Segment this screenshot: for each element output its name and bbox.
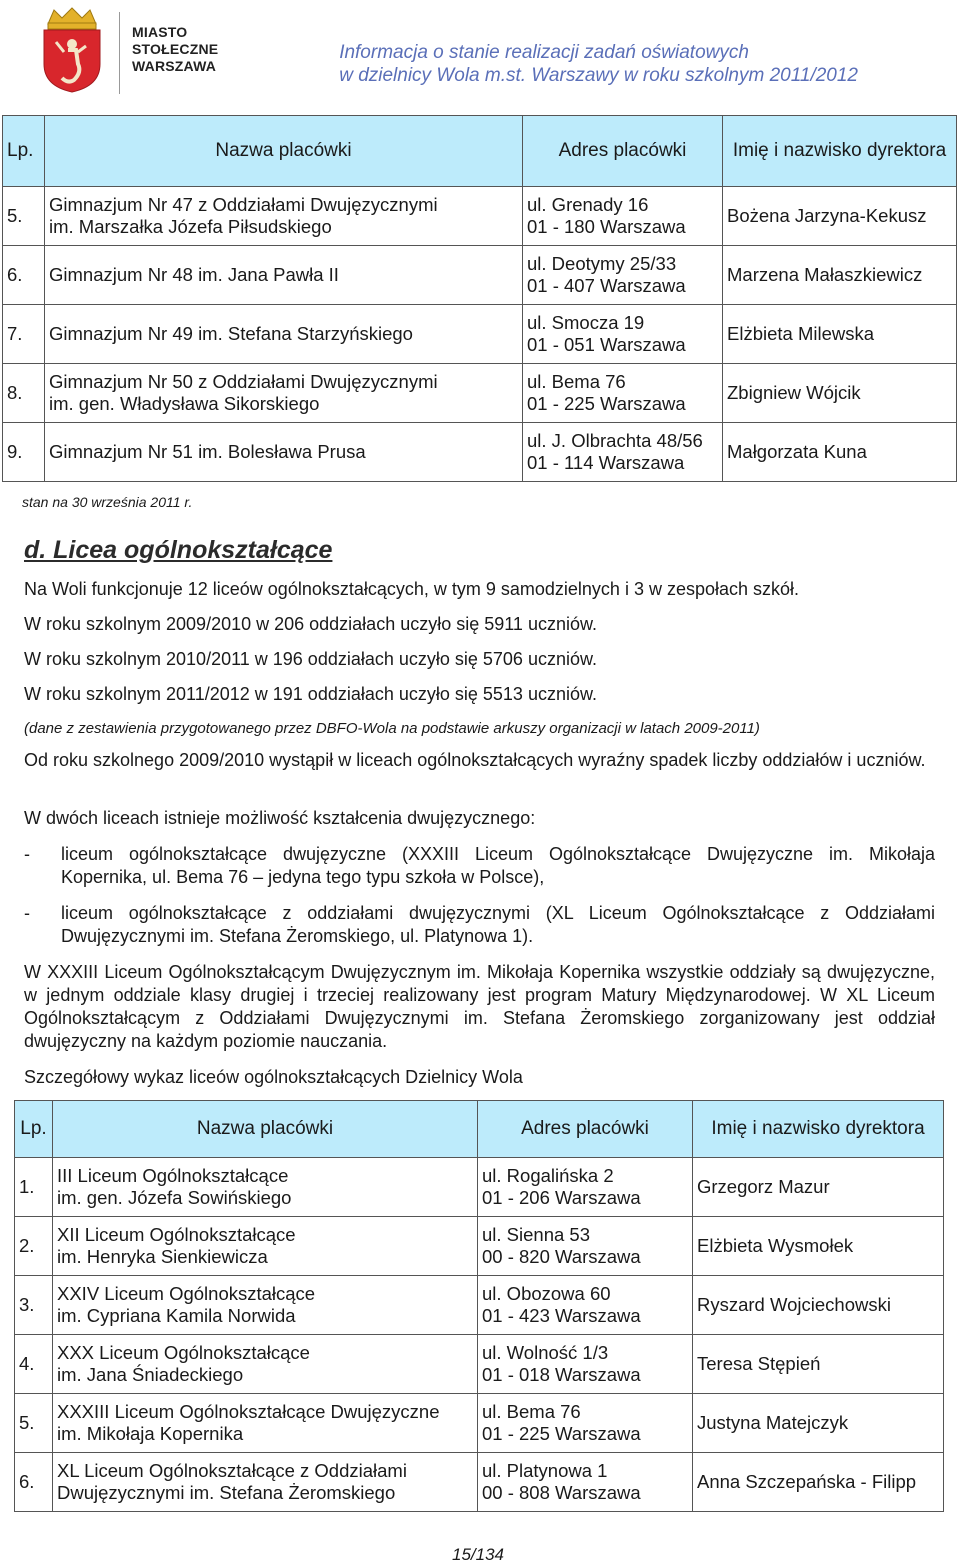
table-row xyxy=(15,1276,944,1335)
cell-address-line: 01 - 180 Warszawa xyxy=(527,216,686,237)
cell-director-line: Anna Szczepańska - Filipp xyxy=(697,1471,917,1492)
cell-address xyxy=(523,305,723,364)
cell-address xyxy=(523,187,723,246)
cell-director xyxy=(693,1453,944,1512)
cell-director-line: Elżbieta Wysmołek xyxy=(697,1235,854,1256)
cell-address-line: ul. Deotymy 25/33 xyxy=(527,253,677,274)
cell-name xyxy=(53,1335,478,1394)
cell-address-line: ul. Rogalińska 2 xyxy=(482,1165,614,1186)
cell-address xyxy=(478,1394,693,1453)
header-address: Adres placówki xyxy=(478,1101,693,1158)
cell-director xyxy=(693,1158,944,1217)
cell-address-line: ul. Platynowa 1 xyxy=(482,1460,608,1481)
cell-director xyxy=(693,1276,944,1335)
paragraph: W XXXIII Liceum Ogólnokształcącym Dwujęzycznym im. Mikołaja Kopernika wszystkie oddziały są dwujęzyczne, w jednym oddziale klasy drugiej i trzeciej realizowany jest program Matury Międzynarodowej. W XL Liceum Ogólnokształcącym z Oddziałami Dwujęzycznymi im. Stefana Żeromskiego zorganizowany jest oddział dwujęzyczny na każdym poziomie nauczania. xyxy=(24,962,935,1051)
table-row xyxy=(3,364,957,423)
cell-name-line: XXXIII Liceum Ogólnokształcące Dwujęzyczne xyxy=(57,1401,440,1422)
cell-name xyxy=(53,1453,478,1512)
cell-lp-line: 7. xyxy=(7,323,23,344)
brand-line: MIASTO xyxy=(132,24,188,40)
cell-name xyxy=(53,1276,478,1335)
cell-name xyxy=(45,305,523,364)
cell-address-line: 01 - 423 Warszawa xyxy=(482,1305,641,1326)
cell-lp xyxy=(3,187,45,246)
cell-director xyxy=(723,305,957,364)
cell-director xyxy=(723,364,957,423)
brand-line: STOŁECZNE xyxy=(132,41,219,57)
warsaw-coat-of-arms-logo xyxy=(38,6,106,94)
cell-name-line: Gimnazjum Nr 50 z Oddziałami Dwujęzycznymi xyxy=(49,371,438,392)
cell-name-line: XL Liceum Ogólnokształcące z Oddziałami xyxy=(57,1460,407,1481)
cell-address-line: ul. J. Olbrachta 48/56 xyxy=(527,430,703,451)
bullet-text: liceum ogólnokształcące z oddziałami dwujęzycznymi (XL Liceum Ogólnokształcące z Oddziałami Dwujęzycznymi im. Stefana Żeromskiego, ul. Platynowa 1). xyxy=(61,903,935,946)
header-lp: Lp. xyxy=(3,116,45,187)
cell-address-line: 01 - 407 Warszawa xyxy=(527,275,686,296)
cell-name xyxy=(53,1217,478,1276)
cell-name-line: Gimnazjum Nr 47 z Oddziałami Dwujęzycznymi xyxy=(49,194,438,215)
dash-marker: - xyxy=(24,844,30,864)
cell-name-line: im. Jana Śniadeckiego xyxy=(57,1364,244,1385)
table-row xyxy=(15,1335,944,1394)
cell-lp-line: 5. xyxy=(7,205,23,226)
cell-address-line: ul. Sienna 53 xyxy=(482,1224,591,1245)
cell-lp-line: 4. xyxy=(19,1353,35,1374)
cell-lp-line: 6. xyxy=(7,264,23,285)
brand-name xyxy=(132,24,218,75)
brand-separator xyxy=(119,12,120,94)
cell-address-line: 01 - 225 Warszawa xyxy=(527,393,686,414)
table-header-row xyxy=(15,1101,944,1158)
document-title-line: Informacja o stanie realizacji zadań oświatowych xyxy=(339,42,749,63)
cell-lp xyxy=(15,1453,53,1512)
table-row xyxy=(15,1217,944,1276)
cell-director xyxy=(723,187,957,246)
dash-marker: - xyxy=(24,903,30,923)
cell-name-line: im. Cypriana Kamila Norwida xyxy=(57,1305,296,1326)
cell-lp xyxy=(3,246,45,305)
cell-director-line: Bożena Jarzyna-Kekusz xyxy=(727,205,927,226)
cell-address-line: ul. Grenady 16 xyxy=(527,194,649,215)
cell-name-line: XXIV Liceum Ogólnokształcące xyxy=(57,1283,316,1304)
document-title xyxy=(339,41,858,87)
cell-address-line: ul. Bema 76 xyxy=(527,371,626,392)
bullet-item xyxy=(24,843,935,889)
table-row xyxy=(3,305,957,364)
cell-lp-line: 3. xyxy=(19,1294,35,1315)
cell-address-line: 01 - 225 Warszawa xyxy=(482,1423,641,1444)
header-address: Adres placówki xyxy=(523,116,723,187)
cell-address-line: 01 - 206 Warszawa xyxy=(482,1187,641,1208)
header-director: Imię i nazwisko dyrektora xyxy=(693,1101,944,1158)
table-row xyxy=(3,187,957,246)
cell-name-line: im. gen. Władysława Sikorskiego xyxy=(49,393,320,414)
cell-address xyxy=(478,1217,693,1276)
cell-lp-line: 8. xyxy=(7,382,23,403)
cell-name-line: im. Mikołaja Kopernika xyxy=(57,1423,244,1444)
page-number: 15/134 xyxy=(452,1545,504,1564)
cell-address xyxy=(478,1453,693,1512)
cell-address xyxy=(523,423,723,482)
cell-lp-line: 1. xyxy=(19,1176,35,1197)
cell-address xyxy=(478,1335,693,1394)
cell-director-line: Małgorzata Kuna xyxy=(727,441,867,462)
section-title: d. Licea ogólnokształcące xyxy=(24,536,333,564)
cell-director xyxy=(693,1335,944,1394)
paragraph: W roku szkolnym 2011/2012 w 191 oddziałach uczyło się 5513 uczniów. xyxy=(24,684,597,704)
cell-director-line: Zbigniew Wójcik xyxy=(727,382,861,403)
cell-name xyxy=(45,187,523,246)
header-name: Nazwa placówki xyxy=(45,116,523,187)
paragraph: Od roku szkolnego 2009/2010 wystąpił w liceach ogólnokształcących wyraźny spadek liczby oddziałów i uczniów. xyxy=(24,750,926,770)
paragraph: W roku szkolnym 2010/2011 w 196 oddziałach uczyło się 5706 uczniów. xyxy=(24,649,597,669)
licea-table xyxy=(14,1100,944,1512)
cell-lp-line: 6. xyxy=(19,1471,35,1492)
cell-address xyxy=(478,1276,693,1335)
cell-lp xyxy=(3,305,45,364)
cell-address-line: ul. Obozowa 60 xyxy=(482,1283,611,1304)
cell-lp xyxy=(15,1335,53,1394)
cell-lp xyxy=(15,1217,53,1276)
cell-lp xyxy=(15,1158,53,1217)
bullet-item xyxy=(24,902,935,948)
cell-name-line: XII Liceum Ogólnokształcące xyxy=(57,1224,296,1245)
cell-director-line: Grzegorz Mazur xyxy=(697,1176,830,1197)
cell-director xyxy=(693,1394,944,1453)
cell-name xyxy=(53,1158,478,1217)
table-row xyxy=(3,423,957,482)
cell-name xyxy=(45,246,523,305)
cell-director-line: Marzena Małaszkiewicz xyxy=(727,264,923,285)
paragraph: Na Woli funkcjonuje 12 liceów ogólnokształcących, w tym 9 samodzielnych i 3 w zespołach szkół. xyxy=(24,579,800,599)
table-header-row xyxy=(3,116,957,187)
cell-address-line: ul. Bema 76 xyxy=(482,1401,581,1422)
cell-lp xyxy=(3,423,45,482)
cell-address-line: ul. Smocza 19 xyxy=(527,312,645,333)
brand-line: WARSZAWA xyxy=(132,58,217,74)
cell-address xyxy=(523,246,723,305)
cell-address-line: 00 - 820 Warszawa xyxy=(482,1246,641,1267)
cell-director xyxy=(693,1217,944,1276)
cell-name-line: im. gen. Józefa Sowińskiego xyxy=(57,1187,292,1208)
cell-name xyxy=(45,423,523,482)
cell-lp-line: 9. xyxy=(7,441,23,462)
cell-name-line: im. Marszałka Józefa Piłsudskiego xyxy=(49,216,332,237)
cell-address-line: 01 - 114 Warszawa xyxy=(527,452,685,473)
cell-lp xyxy=(15,1394,53,1453)
bullet-text: liceum ogólnokształcące dwujęzyczne (XXXIII Liceum Ogólnokształcące Dwujęzyczne im. Mikołaja Kopernika, ul. Bema 76 – jedyna tego typu szkoła w Polsce), xyxy=(61,844,935,887)
paragraph: Szczegółowy wykaz liceów ogólnokształcących Dzielnicy Wola xyxy=(24,1067,523,1087)
table-row xyxy=(15,1394,944,1453)
cell-address xyxy=(478,1158,693,1217)
header-director: Imię i nazwisko dyrektora xyxy=(723,116,957,187)
cell-lp-line: 5. xyxy=(19,1412,35,1433)
header-name: Nazwa placówki xyxy=(53,1101,478,1158)
cell-address-line: 00 - 808 Warszawa xyxy=(482,1482,641,1503)
cell-director xyxy=(723,246,957,305)
paragraph: W roku szkolnym 2009/2010 w 206 oddziałach uczyło się 5911 uczniów. xyxy=(24,614,597,634)
cell-address xyxy=(523,364,723,423)
data-source-note: (dane z zestawienia przygotowanego przez DBFO-Wola na podstawie arkuszy organizacji w latach 2009-2011) xyxy=(24,720,760,737)
cell-name-line: Gimnazjum Nr 49 im. Stefana Starzyńskiego xyxy=(49,323,413,344)
cell-director-line: Justyna Matejczyk xyxy=(697,1412,849,1433)
cell-lp xyxy=(3,364,45,423)
cell-director-line: Elżbieta Milewska xyxy=(727,323,875,344)
cell-lp-line: 2. xyxy=(19,1235,35,1256)
cell-address-line: ul. Wolność 1/3 xyxy=(482,1342,609,1363)
cell-address-line: 01 - 018 Warszawa xyxy=(482,1364,641,1385)
cell-name-line: Dwujęzycznymi im. Stefana Żeromskiego xyxy=(57,1482,396,1503)
cell-name xyxy=(53,1394,478,1453)
header-lp: Lp. xyxy=(15,1101,53,1158)
cell-name xyxy=(45,364,523,423)
cell-name-line: XXX Liceum Ogólnokształcące xyxy=(57,1342,310,1363)
cell-name-line: III Liceum Ogólnokształcące xyxy=(57,1165,289,1186)
cell-director-line: Teresa Stępień xyxy=(697,1353,821,1374)
cell-name-line: im. Henryka Sienkiewicza xyxy=(57,1246,268,1267)
cell-director xyxy=(723,423,957,482)
cell-lp xyxy=(15,1276,53,1335)
status-date: stan na 30 września 2011 r. xyxy=(22,494,193,510)
cell-address-line: 01 - 051 Warszawa xyxy=(527,334,686,355)
table-row xyxy=(3,246,957,305)
table-row xyxy=(15,1453,944,1512)
cell-name-line: Gimnazjum Nr 51 im. Bolesława Prusa xyxy=(49,441,366,462)
document-title-line: w dzielnicy Wola m.st. Warszawy w roku szkolnym 2011/2012 xyxy=(339,65,858,86)
table-row xyxy=(15,1158,944,1217)
paragraph: W dwóch liceach istnieje możliwość kształcenia dwujęzycznego: xyxy=(24,808,536,828)
cell-director-line: Ryszard Wojciechowski xyxy=(697,1294,891,1315)
cell-name-line: Gimnazjum Nr 48 im. Jana Pawła II xyxy=(49,264,339,285)
gimnazja-table xyxy=(2,115,957,482)
